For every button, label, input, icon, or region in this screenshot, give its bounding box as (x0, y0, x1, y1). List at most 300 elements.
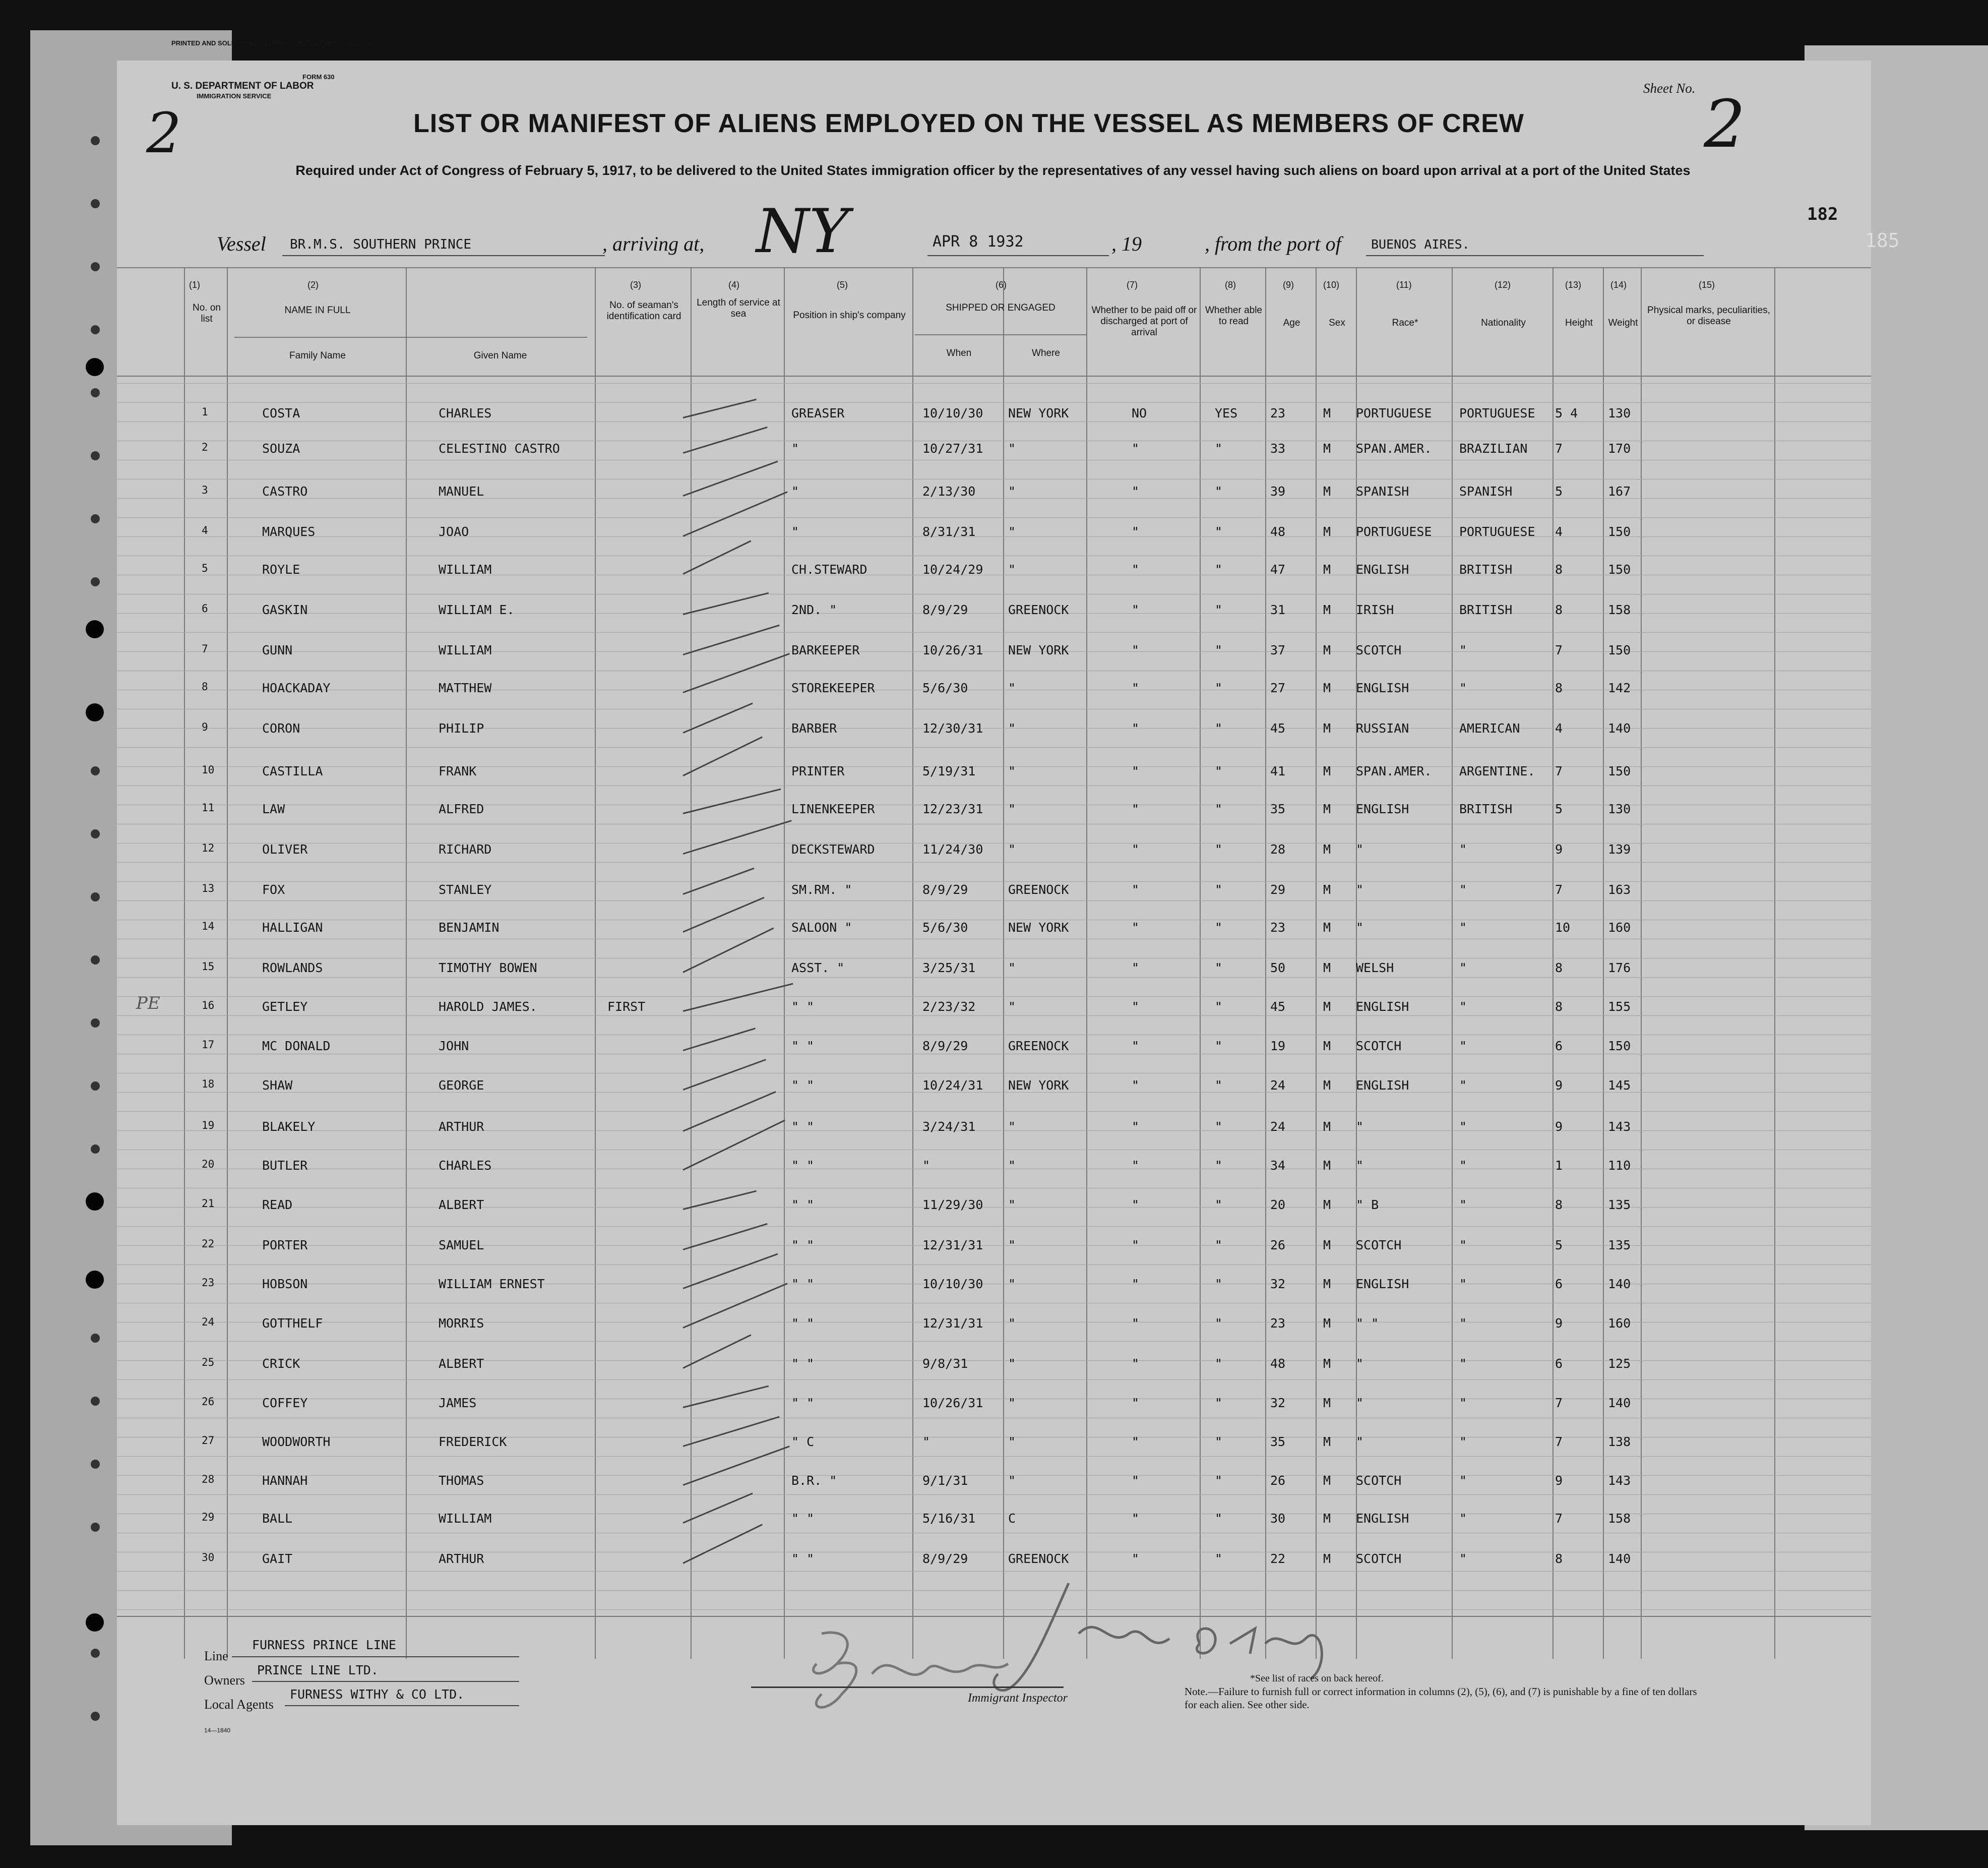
binder-punch-mark (91, 1712, 100, 1721)
from-port-label: , from the port of (1205, 232, 1341, 255)
age: 20 (1270, 1197, 1286, 1212)
race: ENGLISH (1356, 1078, 1409, 1093)
given-name: MATTHEW (439, 681, 492, 695)
position: " " (791, 1197, 815, 1212)
weight: 167 (1608, 484, 1631, 499)
shipped-when: 11/24/30 (922, 842, 983, 857)
weight: 155 (1608, 999, 1631, 1014)
agents-label: Local Agents (204, 1697, 274, 1712)
position: " " (791, 1551, 815, 1566)
height: 4 (1555, 721, 1563, 736)
line-underline (232, 1656, 519, 1657)
paid-off: NO (1132, 406, 1147, 420)
sex: M (1323, 562, 1331, 577)
shipped-when: 10/27/31 (922, 441, 983, 456)
column-number-c14: (14) (1610, 280, 1627, 290)
family-name: HOBSON (262, 1277, 308, 1291)
family-name: GOTTHELF (262, 1316, 323, 1331)
position: " " (791, 1238, 815, 1252)
column-number-c15: (15) (1699, 280, 1715, 290)
shipped-where: GREENOCK (1008, 882, 1069, 897)
binder-hole (86, 358, 104, 376)
nationality: " (1459, 960, 1467, 975)
sex: M (1323, 1158, 1331, 1173)
given-name: CHARLES (439, 406, 492, 420)
family-name: WOODWORTH (262, 1434, 331, 1449)
column-header-c3: No. of seaman's identification card (606, 300, 681, 322)
family-name: BUTLER (262, 1158, 308, 1173)
able-to-read: " (1215, 1039, 1223, 1053)
weight: 110 (1608, 1158, 1631, 1173)
row-number: 5 (202, 562, 208, 574)
height: 10 (1555, 920, 1571, 935)
age: 32 (1270, 1277, 1286, 1291)
sex: M (1323, 643, 1331, 657)
shipped-when: 9/8/31 (922, 1356, 968, 1371)
weight: 170 (1608, 441, 1631, 456)
weight: 135 (1608, 1197, 1631, 1212)
height: 4 (1555, 524, 1563, 539)
ruled-line (117, 1111, 1871, 1112)
race: ENGLISH (1356, 562, 1409, 577)
able-to-read: " (1215, 1119, 1223, 1134)
given-name: ALBERT (439, 1197, 484, 1212)
position: " " (791, 999, 815, 1014)
row-number: 23 (202, 1277, 215, 1289)
given-name: PHILIP (439, 721, 484, 736)
height: 7 (1555, 643, 1563, 657)
shipped-where: " (1008, 721, 1016, 736)
row-number: 4 (202, 524, 208, 536)
paid-off: " (1132, 1316, 1140, 1331)
sex: M (1323, 1039, 1331, 1053)
table-row (184, 1469, 1774, 1489)
given-name: JAMES (439, 1396, 477, 1410)
given-name: ALFRED (439, 802, 484, 816)
shipped-where: " (1008, 1356, 1016, 1371)
race: SCOTCH (1356, 643, 1402, 657)
row-number: 1 (202, 406, 208, 418)
age: 24 (1270, 1078, 1286, 1093)
owners-underline (252, 1681, 519, 1682)
paid-off: " (1132, 524, 1140, 539)
column-number-c9: (9) (1283, 280, 1294, 290)
able-to-read: " (1215, 1551, 1223, 1566)
able-to-read: " (1215, 999, 1223, 1014)
given-name: TIMOTHY BOWEN (439, 960, 537, 975)
family-name: HANNAH (262, 1473, 308, 1488)
shipped-where: NEW YORK (1008, 1078, 1069, 1093)
table-row (184, 598, 1774, 619)
weight: 138 (1608, 1434, 1631, 1449)
able-to-read: " (1215, 764, 1223, 778)
column-header-c4: Length of service at sea (697, 297, 780, 319)
owners-value: PRINCE LINE LTD. (257, 1663, 379, 1677)
paid-off: " (1132, 1238, 1140, 1252)
age: 45 (1270, 721, 1286, 736)
shipped-where: " (1008, 802, 1016, 816)
column-header-c1: No. on list (193, 303, 221, 324)
row-number: 27 (202, 1434, 215, 1447)
sex: M (1323, 960, 1331, 975)
column-header-c15: Physical marks, peculiarities, or disease (1647, 305, 1770, 327)
row-number: 9 (202, 721, 208, 733)
shipped-where: " (1008, 1119, 1016, 1134)
family-name: CORON (262, 721, 300, 736)
binder-hole (86, 1613, 104, 1632)
page-number-182: 182 (1807, 204, 1838, 224)
sex: M (1323, 1511, 1331, 1526)
arriving-label: , arriving at, (602, 232, 705, 255)
given-name: MANUEL (439, 484, 484, 499)
age: 47 (1270, 562, 1286, 577)
port-underline (1366, 255, 1704, 256)
race: ENGLISH (1356, 681, 1409, 695)
sex: M (1323, 721, 1331, 736)
shipped-where: " (1008, 960, 1016, 975)
row-number: 16 (202, 999, 215, 1011)
table-row (184, 520, 1774, 540)
age: 48 (1270, 1356, 1286, 1371)
position: " " (791, 1039, 815, 1053)
position: " " (791, 1078, 815, 1093)
paid-off: " (1132, 842, 1140, 857)
age: 22 (1270, 1551, 1286, 1566)
family-name: CRICK (262, 1356, 300, 1371)
printer-line: PRINTED AND SOLD BY A. L. RUSSELL, INC., 47 WEST ST., N. Y. (171, 39, 372, 47)
binder-punch-mark (91, 1397, 100, 1406)
able-to-read: " (1215, 802, 1223, 816)
shipped-when: 2/13/30 (922, 484, 976, 499)
row-number: 2 (202, 441, 208, 453)
shipped-where: NEW YORK (1008, 920, 1069, 935)
column-header-c14: Weight (1608, 318, 1638, 328)
shipped-when: 10/26/31 (922, 643, 983, 657)
height: 9 (1555, 1473, 1563, 1488)
column-header-c12: Nationality (1481, 318, 1526, 328)
corner-sheet-mark: 2 (146, 101, 181, 165)
height: 5 4 (1555, 406, 1578, 420)
race: " B (1356, 1197, 1379, 1212)
column-number-c7: (7) (1127, 280, 1138, 290)
race: ENGLISH (1356, 1277, 1409, 1291)
ruled-line (117, 517, 1871, 518)
nationality: BRITISH (1459, 602, 1513, 617)
nationality: " (1459, 1396, 1467, 1410)
ruled-line (117, 632, 1871, 633)
paid-off: " (1132, 1277, 1140, 1291)
document-subtitle: Required under Act of Congress of February 5, 1917, to be delivered to the United States immigration officer by the representatives of any vessel having such aliens on board upon arrival at a port of the United States (295, 163, 1691, 178)
weight: 163 (1608, 882, 1631, 897)
shipped-when: 12/31/31 (922, 1316, 983, 1331)
shipped-where: NEW YORK (1008, 643, 1069, 657)
given-name: RICHARD (439, 842, 492, 857)
able-to-read: " (1215, 681, 1223, 695)
paid-off: " (1132, 1078, 1140, 1093)
sex: M (1323, 1238, 1331, 1252)
weight: 140 (1608, 1551, 1631, 1566)
sheet-number-label: Sheet No. (1643, 81, 1696, 96)
age: 19 (1270, 1039, 1286, 1053)
age: 39 (1270, 484, 1286, 499)
able-to-read: " (1215, 562, 1223, 577)
sex: M (1323, 1197, 1331, 1212)
sex: M (1323, 1356, 1331, 1371)
ruled-line (117, 1456, 1871, 1457)
shipped-where: " (1008, 562, 1016, 577)
binder-punch-mark (91, 1081, 100, 1091)
able-to-read: " (1215, 1396, 1223, 1410)
weight: 150 (1608, 562, 1631, 577)
race: " (1356, 882, 1364, 897)
shipped-where: C (1008, 1511, 1016, 1526)
row-number: 21 (202, 1197, 215, 1210)
sex: M (1323, 1277, 1331, 1291)
column-header-c7: Whether to be paid off or discharged at port of arrival (1091, 305, 1197, 338)
table-row (184, 995, 1774, 1015)
able-to-read: " (1215, 484, 1223, 499)
column-number-c4: (4) (728, 280, 739, 290)
able-to-read: " (1215, 1277, 1223, 1291)
column-header-c10: Sex (1329, 318, 1345, 328)
row-number: 11 (202, 802, 215, 814)
paid-off: " (1132, 1396, 1140, 1410)
ruled-line (117, 747, 1871, 748)
nationality: " (1459, 1473, 1467, 1488)
able-to-read: " (1215, 1434, 1223, 1449)
column-header-c13: Height (1565, 318, 1593, 328)
paid-off: " (1132, 643, 1140, 657)
column-number-c8: (8) (1225, 280, 1236, 290)
race: IRISH (1356, 602, 1394, 617)
nationality: " (1459, 1434, 1467, 1449)
race: ENGLISH (1356, 802, 1409, 816)
shipped-when: 12/31/31 (922, 1238, 983, 1252)
family-name: HALLIGAN (262, 920, 323, 935)
row-number: 18 (202, 1078, 215, 1090)
name-subrule (234, 337, 587, 338)
race: " (1356, 1434, 1364, 1449)
age: 27 (1270, 681, 1286, 695)
shipped-where: GREENOCK (1008, 1039, 1069, 1053)
family-name: FOX (262, 882, 285, 897)
given-name-header: Given Name (473, 350, 527, 361)
ruled-line (117, 1264, 1871, 1265)
shipped-when: 10/10/30 (922, 1277, 983, 1291)
given-name: GEORGE (439, 1078, 484, 1093)
nationality: " (1459, 1119, 1467, 1134)
family-name: MC DONALD (262, 1039, 331, 1053)
shipped-when: 10/24/31 (922, 1078, 983, 1093)
table-row (184, 1430, 1774, 1451)
nationality: BRAZILIAN (1459, 441, 1528, 456)
height: 8 (1555, 602, 1563, 617)
shipped-when: 10/26/31 (922, 1396, 983, 1410)
table-row (184, 1547, 1774, 1568)
weight: 145 (1608, 1078, 1631, 1093)
given-name: WILLIAM (439, 1511, 492, 1526)
shipped-when: 8/9/29 (922, 1551, 968, 1566)
column-header-c6: SHIPPED OR ENGAGED (946, 303, 1055, 313)
row-number: 22 (202, 1238, 215, 1250)
age: 41 (1270, 764, 1286, 778)
table-rule (117, 267, 1871, 268)
arriving-port: NY (756, 197, 849, 267)
race: " (1356, 842, 1364, 857)
nationality: " (1459, 1316, 1467, 1331)
shipped-when: 5/6/30 (922, 681, 968, 695)
ruled-line (117, 1379, 1871, 1380)
sex: M (1323, 920, 1331, 935)
paid-off: " (1132, 802, 1140, 816)
shipped-when: 10/10/30 (922, 406, 983, 420)
race: SCOTCH (1356, 1238, 1402, 1252)
shipped-where: " (1008, 1316, 1016, 1331)
sex: M (1323, 999, 1331, 1014)
row-number: 28 (202, 1473, 215, 1485)
age: 26 (1270, 1238, 1286, 1252)
column-header-c9: Age (1283, 318, 1300, 328)
binder-punch-mark (91, 829, 100, 838)
paid-off: " (1132, 681, 1140, 695)
family-name: SHAW (262, 1078, 293, 1093)
family-name: GETLEY (262, 999, 308, 1014)
weight: 140 (1608, 1396, 1631, 1410)
sex: M (1323, 681, 1331, 695)
given-name: MORRIS (439, 1316, 484, 1331)
column-number-c11: (11) (1396, 280, 1412, 290)
shipped-where-header: Where (1032, 348, 1060, 358)
paid-off: " (1132, 1473, 1140, 1488)
shipped-where: " (1008, 1158, 1016, 1173)
row-number: 6 (202, 602, 208, 615)
nationality: SPANISH (1459, 484, 1513, 499)
column-number-c2: (2) (307, 280, 319, 290)
position: " " (791, 1511, 815, 1526)
shipped-when: 2/23/32 (922, 999, 976, 1014)
weight: 160 (1608, 1316, 1631, 1331)
table-row (184, 480, 1774, 500)
shipped-when: 12/23/31 (922, 802, 983, 816)
shipped-when: 5/16/31 (922, 1511, 976, 1526)
age: 24 (1270, 1119, 1286, 1134)
family-name: COFFEY (262, 1396, 308, 1410)
height: 9 (1555, 1316, 1563, 1331)
owners-label: Owners (204, 1673, 245, 1688)
weight: 139 (1608, 842, 1631, 857)
family-name: HOACKADAY (262, 681, 331, 695)
row-number: 3 (202, 484, 208, 496)
position: GREASER (791, 406, 845, 420)
height: 9 (1555, 1119, 1563, 1134)
inspector-label: Immigrant Inspector (968, 1692, 1068, 1705)
table-row (184, 1154, 1774, 1174)
vessel-name: BR.M.S. SOUTHERN PRINCE (290, 237, 472, 252)
table-row (184, 878, 1774, 898)
shipped-where: " (1008, 764, 1016, 778)
able-to-read: " (1215, 721, 1223, 736)
able-to-read: " (1215, 960, 1223, 975)
shipped-where: " (1008, 1197, 1016, 1212)
age: 26 (1270, 1473, 1286, 1488)
shipped-where: " (1008, 1473, 1016, 1488)
given-name: FREDERICK (439, 1434, 507, 1449)
nationality: " (1459, 1238, 1467, 1252)
paid-off: " (1132, 602, 1140, 617)
binder-punch-mark (91, 451, 100, 460)
position: STOREKEEPER (791, 681, 875, 695)
given-name: SAMUEL (439, 1238, 484, 1252)
given-name: STANLEY (439, 882, 492, 897)
row-number: 15 (202, 960, 215, 973)
paid-off: " (1132, 999, 1140, 1014)
weight: 160 (1608, 920, 1631, 935)
family-name: LAW (262, 802, 285, 816)
position: BARKEEPER (791, 643, 860, 657)
shipped-where: " (1008, 484, 1016, 499)
ruled-line (117, 383, 1871, 384)
column-number-c6: (6) (996, 280, 1007, 290)
arrival-date-stamp: APR 8 1932 (933, 233, 1024, 251)
height: 7 (1555, 882, 1563, 897)
position: B.R. " (791, 1473, 837, 1488)
column-header-c2: NAME IN FULL (284, 305, 351, 316)
position: " (791, 484, 799, 499)
row-number: 25 (202, 1356, 215, 1368)
table-row (184, 916, 1774, 936)
height: 8 (1555, 562, 1563, 577)
table-row (184, 956, 1774, 977)
age: 45 (1270, 999, 1286, 1014)
age: 48 (1270, 524, 1286, 539)
age: 29 (1270, 882, 1286, 897)
family-name: BLAKELY (262, 1119, 316, 1134)
row-number: 17 (202, 1039, 215, 1051)
family-name: PORTER (262, 1238, 308, 1252)
shipped-when: 5/6/30 (922, 920, 968, 935)
column-number-c1: (1) (189, 280, 200, 290)
age: 32 (1270, 1396, 1286, 1410)
ruled-line (117, 977, 1871, 978)
weight: 150 (1608, 643, 1631, 657)
shipped-where: " (1008, 1434, 1016, 1449)
paid-off: " (1132, 441, 1140, 456)
shipped-where: NEW YORK (1008, 406, 1069, 420)
age: 35 (1270, 1434, 1286, 1449)
column-number-c12: (12) (1495, 280, 1511, 290)
race: SCOTCH (1356, 1551, 1402, 1566)
departure-port: BUENOS AIRES. (1371, 237, 1470, 252)
shipped-when: " (922, 1434, 930, 1449)
shipped-where: " (1008, 842, 1016, 857)
age: 28 (1270, 842, 1286, 857)
race: SPAN.AMER. (1356, 764, 1432, 778)
form-code: 14—1840 (204, 1727, 231, 1734)
position: LINENKEEPER (791, 802, 875, 816)
weight: 150 (1608, 764, 1631, 778)
sex: M (1323, 524, 1331, 539)
position: " " (791, 1356, 815, 1371)
paid-off: " (1132, 562, 1140, 577)
position: BARBER (791, 721, 837, 736)
position: " " (791, 1316, 815, 1331)
sex: M (1323, 764, 1331, 778)
shipped-when: 10/24/29 (922, 562, 983, 577)
able-to-read: " (1215, 1078, 1223, 1093)
given-name: CHARLES (439, 1158, 492, 1173)
sex: M (1323, 1316, 1331, 1331)
sex: M (1323, 1396, 1331, 1410)
